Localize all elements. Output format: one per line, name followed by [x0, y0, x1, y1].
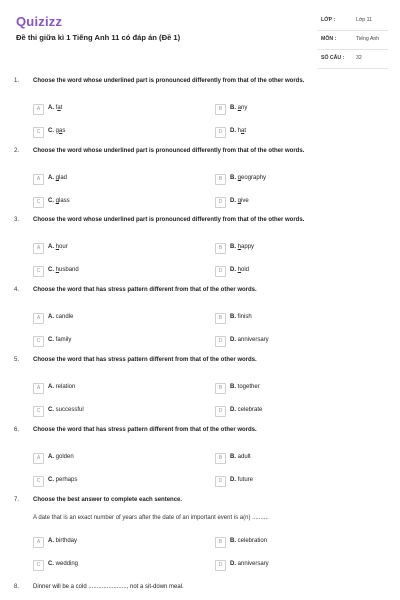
quizizz-logo: Quizizz	[16, 14, 63, 29]
option-word-part: future	[237, 477, 254, 483]
option-word-part: adult	[237, 454, 251, 460]
answer-option-c[interactable]	[33, 474, 183, 488]
option-word-part: anniversary	[237, 337, 269, 343]
answer-option-b[interactable]	[215, 172, 365, 186]
option-checkbox[interactable]: D	[215, 197, 226, 208]
option-word-part: ive	[241, 198, 249, 204]
answer-option-d[interactable]	[215, 264, 365, 278]
worksheet-title: Đề thi giữa kì 1 Tiếng Anh 11 có đáp án (Đề 1)	[16, 33, 181, 42]
answer-option-a[interactable]	[33, 172, 183, 186]
option-text	[48, 407, 84, 413]
option-checkbox[interactable]: A	[33, 453, 44, 464]
option-checkbox[interactable]: A	[33, 537, 44, 548]
option-text	[48, 384, 75, 390]
option-checkbox[interactable]: A	[33, 243, 44, 254]
option-letter: C.	[48, 477, 54, 483]
option-text	[230, 407, 262, 413]
option-word-part: family	[55, 337, 72, 343]
meta-key: SỐ CÂU :	[321, 55, 345, 61]
option-text	[230, 454, 251, 460]
meta-key: MÔN :	[321, 36, 337, 42]
option-word-part: t	[244, 128, 247, 134]
answer-option-b[interactable]	[215, 311, 365, 325]
answer-option-a[interactable]	[33, 451, 183, 465]
option-checkbox[interactable]: B	[215, 383, 226, 394]
option-letter: C.	[48, 267, 54, 273]
option-text	[230, 198, 249, 204]
option-letter: D.	[230, 198, 236, 204]
option-letter: D.	[230, 267, 236, 273]
underlined-part: a	[57, 105, 61, 111]
option-letter: C.	[48, 337, 54, 343]
option-text	[48, 198, 70, 204]
question-text: Choose the word whose underlined part is pronounced differently from that of the other words.	[33, 217, 305, 223]
option-checkbox[interactable]: A	[33, 313, 44, 324]
option-checkbox[interactable]: B	[215, 104, 226, 115]
option-checkbox[interactable]: D	[215, 127, 226, 138]
question-number: 7.	[14, 497, 20, 503]
underlined-part: g	[237, 198, 242, 204]
answer-option-d[interactable]	[215, 558, 365, 572]
underlined-part: h	[237, 267, 242, 273]
option-checkbox[interactable]: D	[215, 476, 226, 487]
option-text	[230, 477, 253, 483]
option-word-part: appy	[241, 244, 255, 250]
option-word-part: f	[55, 105, 58, 111]
option-text	[48, 561, 78, 567]
option-word-part: t	[60, 105, 63, 111]
option-letter: B.	[230, 175, 236, 181]
option-word-part: successful	[55, 407, 84, 413]
option-checkbox[interactable]: D	[215, 406, 226, 417]
option-checkbox[interactable]: B	[215, 243, 226, 254]
underlined-part: a	[241, 128, 245, 134]
option-text	[230, 267, 249, 273]
option-word-part: relation	[55, 384, 76, 390]
answer-option-c[interactable]	[33, 404, 183, 418]
option-word-part: h	[237, 128, 242, 134]
question-text: Choose the word that has stress pattern different from that of the other words.	[33, 357, 257, 363]
option-checkbox[interactable]: C	[33, 406, 44, 417]
answer-option-b[interactable]	[215, 451, 365, 465]
option-checkbox[interactable]: C	[33, 336, 44, 347]
question-text: Choose the word whose underlined part is pronounced differently from that of the other words.	[33, 148, 305, 154]
option-letter: A.	[48, 454, 54, 460]
answer-option-b[interactable]	[215, 102, 365, 116]
option-letter: C.	[48, 198, 54, 204]
option-text	[230, 175, 266, 181]
option-letter: B.	[230, 105, 236, 111]
answer-option-a[interactable]	[33, 535, 183, 549]
option-letter: A.	[48, 384, 54, 390]
option-letter: A.	[48, 175, 54, 181]
meta-row-subject	[318, 31, 388, 50]
option-text	[48, 128, 65, 134]
question-number: 1.	[14, 78, 20, 84]
option-word-part: our	[59, 244, 68, 250]
option-word-part: wedding	[55, 561, 79, 567]
option-letter: A.	[48, 244, 54, 250]
option-word-part: celebration	[237, 538, 268, 544]
meta-value: Tiếng Anh	[356, 36, 380, 42]
question-number: 5.	[14, 357, 20, 363]
option-letter: D.	[230, 477, 236, 483]
option-text	[48, 337, 71, 343]
option-word-part: usband	[59, 267, 79, 273]
underlined-part: a	[59, 128, 63, 134]
option-letter: C.	[48, 407, 54, 413]
answer-option-d[interactable]	[215, 195, 365, 209]
option-checkbox[interactable]: B	[215, 537, 226, 548]
option-letter: B.	[230, 538, 236, 544]
underlined-part: h	[237, 244, 242, 250]
meta-value: Lớp 11	[356, 17, 372, 23]
option-letter: B.	[230, 454, 236, 460]
option-letter: A.	[48, 314, 54, 320]
answer-option-b[interactable]	[215, 241, 365, 255]
answer-option-b[interactable]	[215, 381, 365, 395]
option-word-part: lass	[59, 198, 70, 204]
option-checkbox[interactable]: B	[215, 313, 226, 324]
answer-option-c[interactable]	[33, 334, 183, 348]
option-letter: D.	[230, 407, 236, 413]
option-letter: B.	[230, 244, 236, 250]
answer-option-a[interactable]	[33, 381, 183, 395]
question-text: Choose the word whose underlined part is pronounced differently from that of the other words.	[33, 78, 305, 84]
answer-option-d[interactable]	[215, 334, 365, 348]
option-checkbox[interactable]: D	[215, 336, 226, 347]
answer-option-c[interactable]	[33, 125, 183, 139]
option-letter: C.	[48, 128, 54, 134]
question-text: Dinner will be a cold ......................., not a sit-down meal.	[33, 584, 184, 590]
option-text	[48, 454, 74, 460]
answer-option-d[interactable]	[215, 404, 365, 418]
option-text	[230, 314, 252, 320]
option-word-part: old	[241, 267, 250, 273]
option-checkbox[interactable]: B	[215, 174, 226, 185]
option-text	[48, 105, 62, 111]
option-text	[48, 244, 68, 250]
option-text	[230, 538, 267, 544]
option-word-part: perhaps	[55, 477, 78, 483]
underlined-part: a	[237, 105, 242, 111]
underlined-part: g	[55, 198, 60, 204]
option-word-part: lad	[59, 175, 68, 181]
option-letter: C.	[48, 561, 54, 567]
option-checkbox[interactable]: C	[33, 476, 44, 487]
option-text	[48, 538, 77, 544]
answer-option-c[interactable]	[33, 558, 183, 572]
answer-option-a[interactable]	[33, 241, 183, 255]
option-letter: A.	[48, 538, 54, 544]
question-text: Choose the word that has stress pattern different from that of the other words.	[33, 427, 257, 433]
option-text	[48, 175, 67, 181]
question-number: 2.	[14, 148, 20, 154]
option-word-part: celebrate	[237, 407, 263, 413]
underlined-part: g	[55, 175, 60, 181]
option-text	[48, 477, 77, 483]
option-text	[48, 267, 79, 273]
option-text	[48, 314, 73, 320]
option-text	[230, 128, 246, 134]
option-checkbox[interactable]: B	[215, 453, 226, 464]
option-word-part: ny	[241, 105, 248, 111]
meta-row-class	[318, 12, 388, 31]
question-number: 6.	[14, 427, 20, 433]
answer-option-a[interactable]	[33, 311, 183, 325]
option-letter: D.	[230, 337, 236, 343]
option-letter: D.	[230, 128, 236, 134]
underlined-part: g	[237, 175, 242, 181]
option-letter: B.	[230, 314, 236, 320]
option-word-part: birthday	[55, 538, 78, 544]
option-word-part: golden	[55, 454, 74, 460]
answer-option-b[interactable]	[215, 535, 365, 549]
option-checkbox[interactable]: C	[33, 266, 44, 277]
option-word-part: s	[62, 128, 66, 134]
option-text	[230, 244, 254, 250]
option-word-part: g	[55, 128, 60, 134]
option-letter: B.	[230, 384, 236, 390]
meta-panel	[318, 12, 388, 69]
option-word-part: finish	[237, 314, 252, 320]
option-text	[230, 561, 269, 567]
underlined-part: h	[55, 244, 60, 250]
option-checkbox[interactable]: D	[215, 266, 226, 277]
option-text	[230, 384, 260, 390]
option-word-part: eography	[241, 175, 267, 181]
answer-option-c[interactable]	[33, 195, 183, 209]
option-letter: A.	[48, 105, 54, 111]
question-prompt: A date that is an exact number of years after the date of an important event is a(n) ..........	[33, 515, 269, 521]
question-number: 3.	[14, 217, 20, 223]
question-text: Choose the best answer to complete each sentence.	[33, 497, 183, 503]
option-word-part: candle	[55, 314, 74, 320]
answer-option-d[interactable]	[215, 474, 365, 488]
option-word-part: anniversary	[237, 561, 269, 567]
option-checkbox[interactable]: C	[33, 197, 44, 208]
option-text	[230, 337, 269, 343]
option-checkbox[interactable]: D	[215, 560, 226, 571]
question-number: 8.	[14, 584, 20, 590]
option-word-part: together	[237, 384, 260, 390]
meta-value: 32	[356, 55, 362, 61]
option-checkbox[interactable]: A	[33, 104, 44, 115]
option-letter: D.	[230, 561, 236, 567]
meta-row-count	[318, 50, 388, 69]
answer-option-d[interactable]	[215, 125, 365, 139]
option-checkbox[interactable]: A	[33, 383, 44, 394]
question-text: Choose the word that has stress pattern different from that of the other words.	[33, 287, 257, 293]
worksheet-header	[0, 0, 400, 70]
option-checkbox[interactable]: C	[33, 560, 44, 571]
answer-option-c[interactable]	[33, 264, 183, 278]
option-text	[230, 105, 247, 111]
question-number: 4.	[14, 287, 20, 293]
option-checkbox[interactable]: C	[33, 127, 44, 138]
answer-option-a[interactable]	[33, 102, 183, 116]
meta-key: LỚP :	[321, 17, 336, 23]
option-checkbox[interactable]: A	[33, 174, 44, 185]
underlined-part: h	[55, 267, 60, 273]
